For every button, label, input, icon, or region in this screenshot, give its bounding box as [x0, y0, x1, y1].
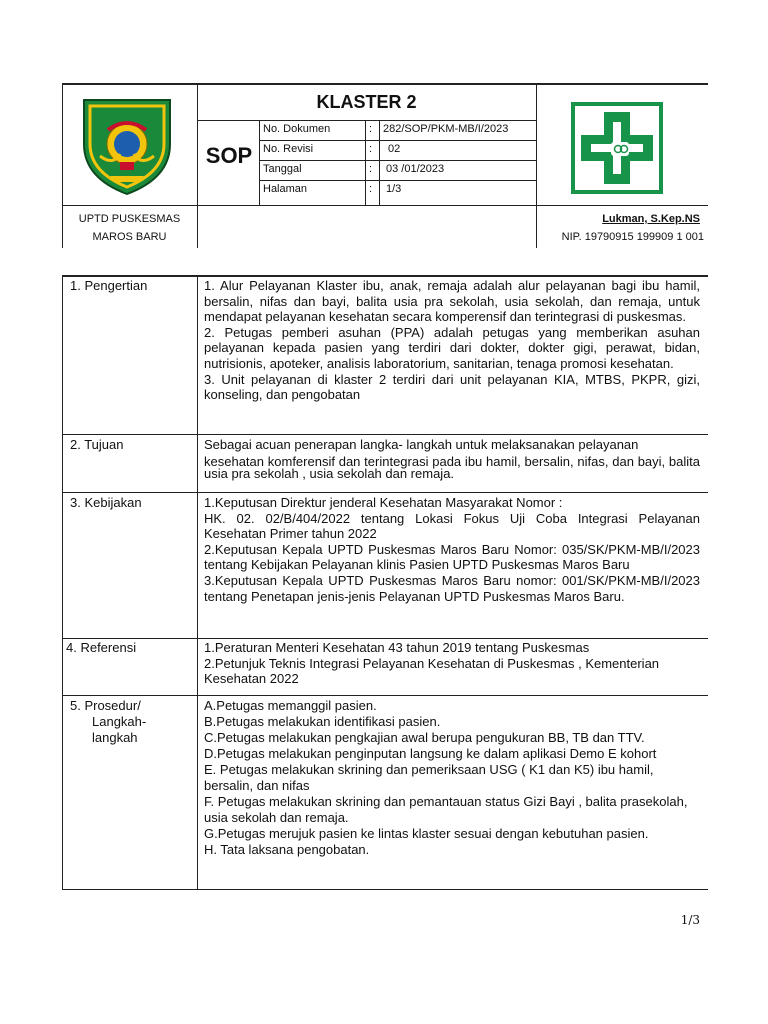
meta-label-revisi: No. Revisi: [263, 143, 314, 155]
step-item: A.Petugas memanggil pasien.: [204, 698, 377, 713]
meta-label-tanggal: Tanggal: [263, 163, 302, 175]
step-item: D.Petugas melakukan penginputan langsung ke dalam aplikasi Demo E kohort: [204, 746, 657, 761]
section-label-tujuan: 2. Tujuan: [70, 437, 124, 452]
step-item: G.Petugas merujuk pasien ke lintas klaster sesuai dengan kebutuhan pasien.: [204, 826, 649, 841]
meta-colon: :: [369, 143, 373, 155]
meta-value-revisi: 02: [388, 143, 401, 155]
header-mid-border: [62, 205, 708, 206]
meta-row-line: [259, 180, 536, 181]
section-label-pengertian: 1. Pengertian: [70, 278, 148, 293]
section-label-prosedur-2: Langkah-: [92, 714, 147, 729]
step-item: B.Petugas melakukan identifikasi pasien.: [204, 714, 441, 729]
meta-colon: :: [369, 163, 373, 175]
regional-crest-logo: [80, 96, 174, 196]
paragraph: Sebagai acuan penerapan langka- langkah untuk melaksanakan pelayanan: [204, 437, 639, 452]
paragraph: 1.Peraturan Menteri Kesehatan 43 tahun 2019 tentang Puskesmas: [204, 640, 590, 655]
meta-row-line: [259, 140, 536, 141]
section-body-tujuan: [204, 437, 700, 481]
puskesmas-cross-logo: [571, 102, 663, 194]
meta-divider: [259, 120, 260, 205]
meta-colon-right: [379, 120, 380, 205]
paragraph: 2.Keputusan Kepala UPTD Puskesmas Maros Baru Nomor: 035/SK/PKM-MB/I/2023 tentang Kebijakan Pelayanan klinis Pasien UPTD Puskesmas Maros Baru: [204, 541, 700, 573]
section-label-prosedur-3: langkah: [92, 730, 138, 745]
document-title: KLASTER 2: [316, 92, 417, 112]
table-top-border: [62, 275, 708, 277]
section-label-kebijakan: 3. Kebijakan: [70, 495, 142, 510]
section-label-prosedur: 5. Prosedur/: [70, 698, 141, 713]
paragraph: 3.Keputusan Kepala UPTD Puskesmas Maros Baru nomor: 001/SK/PKM-MB/I/2023 tentang Penetapan jenis-jenis Pelayanan UPTD Puskesmas Maros Baru.: [204, 572, 700, 604]
section-body-pengertian: [204, 278, 700, 403]
paragraph: 1. Alur Pelayanan Klaster ibu, anak, remaja adalah alur pelayanan bagi ibu hamil, bersalin, nifas dan bayi, balita usia pra sekolah, usia sekolah, dan remaja, untuk mendapat pelayanan kesehatan secara komperensif dan terintegrasi di puskesmas.: [204, 278, 700, 325]
org-name-line1: UPTD PUSKESMAS: [78, 213, 181, 225]
meta-value-dokumen: 282/SOP/PKM-MB/I/2023: [383, 123, 509, 135]
sop-label: SOP: [205, 143, 253, 168]
step-item: F. Petugas melakukan skrining dan pemantauan status Gizi Bayi , balita prasekolah, usia sekolah dan remaja.: [204, 794, 688, 825]
org-name-line2: MAROS BARU: [92, 231, 167, 243]
meta-row-line: [259, 160, 536, 161]
step-item: H. Tata laksana pengobatan.: [204, 842, 370, 857]
paragraph: kesehatan komferensif dan terintegrasi pada ibu hamil, bersalin, nifas, dan bayi, balita usia pra sekolah , usia sekolah dan remaja.: [204, 453, 700, 482]
signer-nip: NIP. 19790915 199909 1 001: [561, 231, 704, 243]
page-number: 1/3: [680, 913, 700, 927]
row-divider: [62, 638, 708, 639]
meta-colon-left: [365, 120, 366, 205]
section-body-prosedur: [204, 698, 700, 858]
paragraph: 1.Keputusan Direktur jenderal Kesehatan Masyarakat Nomor :: [204, 495, 563, 510]
meta-value-tanggal: 03 /01/2023: [386, 163, 445, 175]
meta-value-halaman: 1/3: [386, 183, 402, 195]
title-underline: [197, 120, 536, 121]
signer-name: Lukman, S.Kep.NS: [602, 213, 700, 225]
paragraph: HK. 02. 02/B/404/2022 tentang Lokasi Fokus Uji Coba Integrasi Pelayanan Kesehatan Primer tahun 2022: [204, 510, 700, 542]
step-item: E. Petugas melakukan skrining dan pemeriksaan USG ( K1 dan K5) ibu hamil, bersalin, dan nifas: [204, 762, 654, 793]
meta-label-halaman: Halaman: [263, 183, 308, 195]
header-top-border: [62, 83, 708, 85]
row-divider: [62, 492, 708, 493]
table-bottom-border: [62, 889, 708, 890]
table-col-divider: [197, 275, 198, 889]
meta-colon: :: [369, 123, 373, 135]
meta-colon: :: [369, 183, 373, 195]
paragraph: 2. Petugas pemberi asuhan (PPA) adalah petugas yang memberikan asuhan pelayanan kepada pasien yang terdiri dari dokter, dokter gigi, perawat, bidan, nutrisionis, apoteker, analisis laboratorium, sanitarian, tenaga promosi kesehatan.: [204, 324, 700, 371]
table-left-border: [62, 275, 63, 889]
meta-label-dokumen: No. Dokumen: [263, 123, 331, 135]
paragraph: 2.Petunjuk Teknis Integrasi Pelayanan Kesehatan di Puskesmas , Kementerian Kesehatan 2022: [204, 655, 660, 687]
row-divider: [62, 434, 708, 435]
section-body-kebijakan: [204, 495, 700, 604]
row-divider: [62, 695, 708, 696]
section-label-referensi: 4. Referensi: [66, 640, 137, 655]
section-body-referensi: [204, 640, 700, 687]
paragraph: 3. Unit pelayanan di klaster 2 terdiri dari unit pelayanan KIA, MTBS, PKPR, gizi, konseling, dan pengobatan: [204, 371, 700, 403]
step-item: C.Petugas melakukan pengkajian awal berupa pengukuran BB, TB dan TTV.: [204, 730, 645, 745]
